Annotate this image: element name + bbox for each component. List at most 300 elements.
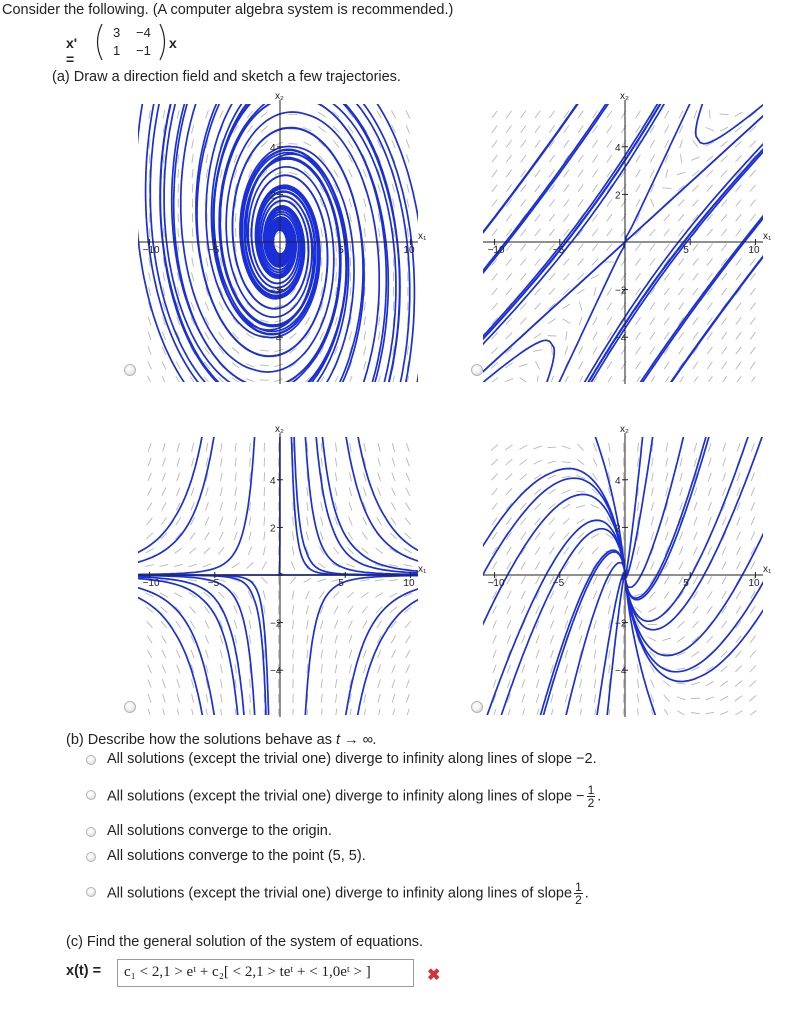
y-tick-label: −2	[615, 618, 627, 630]
field-segment	[580, 694, 582, 703]
equation-rhs: x	[169, 35, 177, 51]
field-segment	[723, 473, 726, 481]
option-2-tail: .	[597, 788, 602, 805]
field-segment	[364, 709, 366, 718]
field-segment	[333, 140, 339, 147]
field-segment	[507, 709, 510, 718]
field-segment	[492, 111, 497, 118]
field-segment	[191, 458, 193, 467]
field-segment	[506, 474, 512, 480]
field-segment	[664, 332, 669, 339]
field-segment	[364, 302, 365, 311]
field-segment	[677, 711, 685, 716]
field-segment	[533, 446, 541, 449]
field-segment	[406, 154, 409, 163]
trajectory-curve	[350, 632, 386, 725]
field-segment	[321, 694, 322, 703]
panel-saddle	[130, 425, 430, 725]
field-segment	[188, 579, 197, 581]
field-segment	[562, 319, 570, 324]
field-segment	[289, 172, 298, 174]
field-segment	[750, 141, 756, 147]
part-c-prompt: (c) Find the general solution of the system of equations.	[66, 934, 424, 950]
field-segment	[321, 620, 323, 629]
field-segment	[235, 458, 236, 467]
field-segment	[162, 361, 166, 369]
trajectory-curve	[552, 92, 612, 140]
field-segment	[549, 155, 554, 162]
field-segment	[306, 532, 308, 541]
field-segment	[492, 532, 497, 540]
panel-loops	[475, 92, 775, 392]
x-axis-label: x₁	[763, 231, 772, 242]
radio-graph-1[interactable]	[124, 364, 136, 376]
field-segment	[148, 473, 152, 481]
field-segment	[375, 580, 384, 581]
field-segment	[162, 488, 166, 496]
field-segment	[206, 154, 208, 163]
field-segment	[505, 459, 512, 465]
field-segment	[274, 364, 283, 367]
field-segment	[307, 502, 308, 511]
field-segment	[609, 664, 610, 673]
field-segment	[664, 244, 669, 251]
field-segment	[174, 593, 182, 598]
field-segment	[720, 696, 728, 701]
field-segment	[664, 576, 669, 584]
field-segment	[292, 546, 294, 555]
field-segment	[406, 679, 409, 687]
field-segment	[491, 347, 497, 353]
field-segment	[250, 458, 251, 467]
field-segment	[178, 243, 179, 252]
field-segment	[665, 110, 669, 118]
field-segment	[593, 576, 597, 584]
field-segment	[636, 155, 641, 163]
field-segment	[321, 458, 322, 467]
field-segment	[378, 665, 381, 673]
field-segment	[637, 664, 639, 673]
field-segment	[550, 650, 553, 659]
field-segment	[192, 243, 193, 252]
field-segment	[521, 532, 526, 539]
field-segment	[375, 593, 383, 598]
field-segment	[735, 126, 742, 132]
field-segment	[708, 502, 711, 510]
field-segment	[360, 579, 369, 581]
field-segment	[192, 694, 194, 703]
field-segment	[506, 244, 512, 251]
field-segment	[218, 547, 224, 554]
field-segment	[708, 473, 711, 482]
field-segment	[406, 443, 409, 452]
field-segment	[321, 243, 322, 252]
answer-input[interactable]: c₁ < 2,1 > eᵗ + c₂[ < 2,1 > teᵗ + < 1,0eᵗ > ]	[117, 959, 414, 987]
field-segment	[350, 709, 352, 718]
field-segment	[579, 635, 582, 644]
field-segment	[192, 125, 194, 134]
field-segment	[392, 665, 395, 673]
field-segment	[177, 458, 180, 467]
field-segment	[262, 562, 266, 570]
field-segment	[249, 605, 251, 614]
field-segment	[564, 376, 568, 384]
field-segment	[491, 377, 498, 382]
field-segment	[736, 606, 741, 614]
field-segment	[350, 443, 352, 452]
field-segment	[407, 184, 409, 193]
field-segment	[650, 229, 656, 236]
field-segment	[579, 302, 581, 311]
field-segment	[551, 709, 553, 718]
field-segment	[650, 347, 655, 354]
field-segment	[694, 443, 696, 452]
field-segment	[149, 154, 150, 163]
radio-option-4[interactable]	[86, 852, 96, 862]
field-segment	[578, 170, 583, 177]
trajectory-curve	[130, 581, 207, 677]
field-segment	[721, 229, 727, 236]
field-segment	[334, 606, 338, 614]
field-segment	[162, 376, 166, 384]
field-segment	[623, 591, 624, 600]
field-segment	[737, 517, 741, 525]
field-segment	[522, 694, 525, 703]
x-axis-label: x₁	[418, 231, 427, 242]
field-segment	[191, 679, 193, 688]
field-segment	[493, 620, 497, 628]
field-segment	[678, 273, 683, 280]
field-segment	[250, 443, 251, 452]
field-segment	[749, 710, 756, 715]
field-segment	[192, 258, 194, 267]
y-tick-label: 2	[270, 190, 276, 202]
field-segment	[536, 606, 540, 614]
field-segment	[579, 620, 582, 629]
field-segment	[349, 502, 352, 511]
field-segment	[188, 564, 197, 567]
field-segment	[192, 169, 193, 178]
radio-option-1[interactable]	[86, 755, 96, 765]
field-segment	[564, 185, 569, 192]
field-segment	[564, 591, 568, 599]
trajectory-curve	[293, 425, 306, 551]
radio-option-2[interactable]	[86, 790, 96, 800]
field-segment	[163, 272, 165, 281]
field-segment	[235, 487, 237, 496]
field-segment	[364, 243, 365, 252]
field-segment	[377, 621, 382, 628]
field-segment	[163, 694, 166, 703]
field-segment	[735, 696, 742, 701]
field-segment	[321, 635, 323, 644]
radio-option-3[interactable]	[86, 827, 96, 837]
field-segment	[176, 621, 181, 628]
field-segment	[521, 155, 526, 162]
field-segment	[736, 273, 741, 280]
field-segment	[750, 288, 755, 295]
field-segment	[335, 694, 336, 703]
field-segment	[248, 547, 251, 555]
field-segment	[361, 548, 368, 554]
field-segment	[336, 272, 337, 281]
y-tick-label: 2	[615, 523, 621, 535]
field-segment	[565, 679, 567, 688]
trajectory-curve	[529, 344, 555, 392]
matrix-a11: 3	[113, 25, 121, 40]
field-segment	[735, 681, 742, 687]
field-segment	[578, 444, 584, 451]
trajectory-curve	[638, 344, 698, 392]
field-segment	[177, 694, 179, 703]
field-segment	[580, 679, 582, 688]
field-segment	[250, 679, 251, 688]
field-segment	[705, 712, 714, 714]
field-segment	[594, 694, 595, 703]
field-segment	[662, 654, 671, 655]
field-segment	[591, 534, 599, 538]
field-segment	[205, 302, 208, 310]
field-segment	[592, 214, 597, 221]
field-segment	[576, 505, 585, 507]
y-tick-label: 4	[270, 142, 276, 154]
field-segment	[736, 258, 741, 265]
field-segment	[721, 170, 727, 177]
field-segment	[349, 199, 352, 208]
trajectory-curve	[651, 425, 660, 447]
field-segment	[564, 547, 569, 554]
radio-graph-2[interactable]	[471, 364, 483, 376]
field-segment	[607, 140, 612, 147]
field-segment	[636, 332, 641, 339]
field-segment	[648, 637, 656, 641]
field-segment	[691, 712, 700, 713]
field-segment	[220, 472, 222, 481]
field-segment	[750, 376, 755, 383]
field-segment	[650, 169, 654, 177]
field-segment	[507, 620, 511, 628]
field-segment	[666, 443, 668, 452]
field-segment	[635, 273, 640, 280]
trajectory-curve	[306, 447, 430, 575]
field-segment	[507, 665, 510, 673]
trajectory-curve	[555, 599, 599, 725]
trajectory-curve	[475, 140, 552, 283]
field-segment	[364, 317, 365, 326]
y-tick-label: −2	[270, 618, 282, 630]
option-4-text: All solutions converge to the point (5, 5).	[107, 848, 366, 864]
field-segment	[607, 199, 612, 206]
field-segment	[234, 606, 238, 614]
field-segment	[664, 709, 669, 716]
field-segment	[651, 532, 654, 541]
field-segment	[549, 111, 554, 118]
field-segment	[736, 547, 740, 555]
field-segment	[750, 636, 755, 643]
field-segment	[263, 591, 265, 600]
field-segment	[578, 125, 583, 132]
field-segment	[651, 199, 655, 207]
field-segment	[206, 169, 207, 178]
field-segment	[334, 169, 338, 177]
field-segment	[264, 502, 265, 511]
field-segment	[379, 317, 380, 326]
field-segment	[594, 635, 596, 644]
option-3-text: All solutions converge to the origin.	[107, 823, 332, 839]
field-segment	[548, 475, 556, 479]
field-segment	[505, 378, 513, 381]
field-segment	[406, 488, 410, 496]
field-segment	[263, 546, 265, 555]
field-segment	[680, 458, 682, 467]
field-segment	[349, 664, 351, 673]
trajectory-curve	[332, 527, 430, 574]
field-segment	[406, 125, 409, 133]
trajectory-curve	[340, 677, 354, 725]
field-segment	[693, 332, 698, 339]
field-segment	[592, 170, 597, 177]
field-segment	[706, 127, 714, 131]
field-segment	[677, 172, 686, 174]
field-segment	[592, 548, 598, 554]
field-segment	[665, 125, 669, 133]
trajectory-curve	[306, 551, 430, 575]
field-segment	[204, 377, 210, 384]
trajectory-curve	[353, 299, 386, 392]
field-segment	[536, 709, 539, 718]
trajectory-curve	[677, 425, 719, 527]
field-segment	[650, 376, 655, 383]
field-segment	[521, 111, 526, 118]
field-segment	[680, 487, 683, 496]
field-segment	[406, 665, 410, 673]
field-segment	[204, 548, 210, 554]
field-segment	[592, 155, 597, 162]
field-segment	[735, 141, 742, 147]
field-segment	[662, 188, 671, 189]
field-segment	[721, 288, 726, 295]
field-segment	[507, 547, 512, 555]
trajectory-curve	[485, 599, 546, 725]
field-segment	[694, 502, 697, 510]
field-segment	[493, 635, 497, 643]
field-segment	[250, 709, 251, 718]
field-segment	[720, 711, 728, 715]
field-segment	[521, 518, 526, 525]
field-segment	[562, 446, 570, 449]
radio-graph-3[interactable]	[124, 701, 136, 713]
field-segment	[694, 110, 697, 118]
field-segment	[520, 273, 526, 280]
field-segment	[146, 607, 153, 613]
field-segment	[404, 548, 412, 552]
field-segment	[505, 445, 512, 450]
field-segment	[664, 214, 670, 221]
radio-option-5[interactable]	[86, 887, 96, 897]
field-segment	[636, 376, 641, 383]
field-segment	[221, 458, 223, 467]
field-segment	[365, 287, 366, 296]
field-segment	[364, 443, 366, 452]
field-segment	[389, 580, 398, 581]
field-segment	[750, 185, 756, 192]
field-segment	[706, 697, 714, 700]
field-segment	[637, 694, 638, 703]
field-segment	[694, 487, 697, 496]
y-tick-label: 2	[615, 190, 621, 202]
field-segment	[536, 665, 539, 674]
field-segment	[665, 532, 668, 540]
field-segment	[406, 473, 410, 481]
field-segment	[721, 214, 727, 221]
radio-graph-4[interactable]	[471, 701, 483, 713]
field-segment	[406, 140, 409, 148]
field-segment	[579, 576, 583, 584]
field-segment	[250, 694, 251, 703]
field-segment	[535, 547, 540, 555]
field-segment	[736, 214, 742, 221]
field-segment	[679, 547, 683, 555]
field-segment	[377, 110, 382, 118]
field-segment	[638, 458, 639, 467]
field-segment	[535, 170, 540, 177]
field-segment	[677, 668, 686, 669]
field-segment	[692, 200, 698, 207]
field-segment	[564, 199, 569, 206]
field-segment	[636, 561, 639, 569]
field-segment	[506, 185, 511, 192]
field-segment	[736, 332, 741, 339]
x-tick-label: 10	[748, 578, 760, 589]
field-segment	[378, 694, 380, 703]
field-segment	[566, 331, 567, 340]
field-segment	[679, 110, 683, 118]
field-segment	[293, 620, 294, 629]
trajectory-curve	[508, 92, 642, 242]
field-segment	[551, 346, 552, 355]
field-segment	[274, 379, 283, 382]
field-segment	[520, 377, 527, 382]
field-segment	[720, 127, 728, 131]
field-segment	[564, 140, 569, 147]
trajectory-curve	[651, 425, 695, 551]
field-segment	[206, 443, 208, 452]
field-segment	[652, 472, 654, 481]
field-segment	[392, 140, 395, 148]
field-segment	[708, 487, 711, 495]
field-segment	[679, 376, 684, 383]
field-segment	[192, 272, 194, 281]
field-segment	[678, 200, 684, 207]
field-segment	[750, 170, 756, 177]
field-segment	[750, 214, 756, 221]
field-segment	[565, 620, 568, 628]
field-segment	[580, 664, 582, 673]
field-segment	[521, 140, 526, 147]
field-segment	[694, 532, 697, 540]
field-segment	[563, 518, 570, 524]
field-segment	[551, 694, 553, 703]
field-segment	[335, 487, 337, 496]
option-5-tail: .	[584, 885, 589, 902]
field-segment	[751, 487, 754, 495]
field-segment	[707, 229, 713, 236]
field-segment	[650, 332, 655, 339]
field-segment	[720, 114, 729, 115]
field-segment	[535, 140, 540, 147]
incorrect-mark-icon: ✖	[427, 967, 441, 984]
field-segment	[608, 605, 610, 614]
